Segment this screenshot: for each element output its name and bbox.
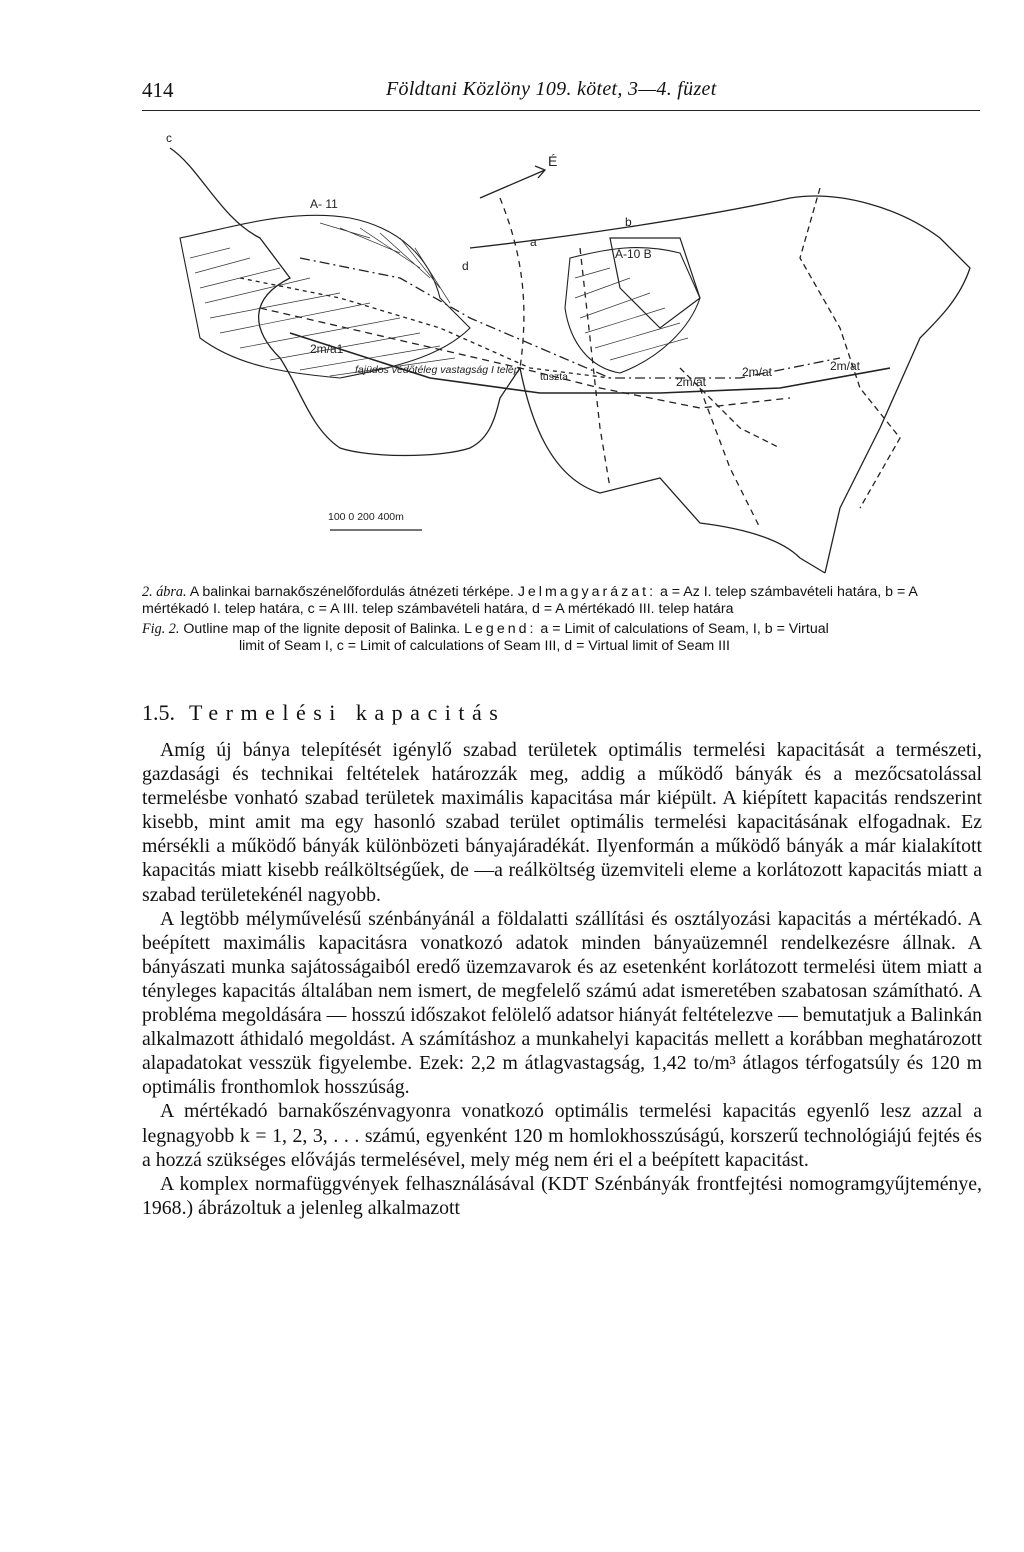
- figure-caption-hu: [142, 584, 982, 617]
- figure-caption-en: [142, 621, 982, 654]
- map-label-a10b: A-10 B: [615, 247, 652, 261]
- page-number: 414: [142, 78, 174, 102]
- caption-en-text1: Outline map of the lignite deposit of Balinka.: [179, 621, 465, 637]
- caption-hu-legend: Jelmagyarázat:: [517, 584, 657, 600]
- boundary-2m: [290, 333, 890, 393]
- map-label-2m-at-a: 2m/at: [676, 375, 707, 389]
- balinka-outline-map: [140, 128, 990, 588]
- paragraph-4: A komplex normafüggvények felhasználásával (KDT Szénbányák frontfejtési nomogramgyűjteménye, 1968.) ábrázoltuk a jelenleg alkalmazott: [142, 1172, 982, 1219]
- caption-hu-lead: 2. ábra.: [142, 584, 187, 600]
- map-label-tuszta: tuszta: [540, 371, 569, 383]
- map-label-2m-a1: 2m/a1: [310, 342, 344, 356]
- paragraph-1: Amíg új bánya telepítését igénylő szabad területek optimális termelési kapacitását a természeti, gazdasági és technikai feltételek határozzák meg, addig a működő bányák és a mezőcsatolással termelésbe vonható szabad területek maximális kapacitása már kiépült. A kiépített kapacitás rendszerint kisebb, mint amit ma egy hasonló szabad terület optimális termelési kapacitásának elfogadnak. Ez mérsékli a működő bányák különbözeti bányajáradékát. Ilyenformán a működő bányák a már kialakított kapacitás miatt kisebb reálköltségűek, de —a reálköltség üzemviteli eleme a korlátozott kapacitás miatt a szabad területekénél nagyobb.: [142, 739, 982, 906]
- caption-en-text2: a = Limit of calculations of Seam, I, b = Virtual: [536, 621, 829, 637]
- journal-title: Földtani Közlöny 109. kötet, 3—4. füzet: [386, 78, 717, 100]
- east-boundary: [680, 188, 900, 508]
- map-label-a11: A- 11: [310, 197, 338, 211]
- map-figure: [140, 128, 990, 588]
- map-label-d: d: [462, 259, 469, 273]
- scale-bar-label: 100 0 200 400m: [328, 511, 404, 523]
- map-label-north: É: [548, 153, 558, 169]
- map-label-a: a: [530, 235, 537, 249]
- seam-i-limit-a: [170, 148, 825, 573]
- seam-i-virtual-b: [240, 278, 610, 378]
- section-title: Termelési kapacitás: [189, 700, 506, 725]
- caption-en-lead: Fig. 2.: [142, 621, 180, 637]
- page-header: [142, 74, 980, 110]
- mined-area-east: [565, 248, 700, 373]
- caption-en-legend: Legend:: [464, 621, 537, 637]
- caption-hu-text1: A balinkai barnakőszénelőfordulás átnézeti térképe.: [186, 584, 518, 600]
- map-label-protect: fajüdos védőtéleg vastagság I telep: [355, 364, 520, 376]
- north-arrow: [480, 166, 545, 198]
- seam-i-limit-a-east: [470, 196, 970, 573]
- section-number: 1.5.: [142, 700, 175, 725]
- caption-hu-text2: a = Az I. telep számbavételi határa, b = A mértékadó I. telep határa, c = A III. telep számbavételi határa, d = A mértékadó III. telep határa: [142, 584, 918, 617]
- section-heading: [142, 700, 505, 726]
- header-rule: [142, 110, 980, 111]
- caption-en-line2: limit of Seam I, c = Limit of calculations of Seam III, d = Virtual limit of Seam III: [239, 637, 730, 654]
- map-label-2m-at-c: 2m/at: [830, 359, 861, 373]
- paragraph-2: A legtöbb mélyművelésű szénbányánál a földalatti szállítási és osztályozási kapacitás a mértékadó. A beépített maximális kapacitásra vonatkozó adatok minden bányaüzemnél rendelkezésre állnak. A bányászati munka sajátosságaiból eredő üzemzavarok és az esetenként korlátozott termelési ütem miatt a tényleges kapacitás általában nem ismert, de megfelelő számú adat ismeretében szabatosan számítható. A probléma megoldására — hosszú időszakot felölelő adatsor hiányát feltételezve — bemutatjuk a Balinkán alkalmazott áthidaló megoldást. A számításhoz a munkahelyi kapacitás mellett a korábban meghatározott alapadatokat vesszük figyelembe. Ezek: 2,2 m átlagvastagság, 1,42 to/m³ átlagos térfogatsúly és 120 m optimális fronthomlok hosszúság.: [142, 907, 982, 1099]
- body-text: [142, 738, 982, 1220]
- map-label-2m-at-b: 2m/at: [742, 365, 773, 379]
- map-label-b: b: [625, 215, 632, 229]
- paragraph-3: A mértékadó barnakőszénvagyonra vonatkozó optimális termelési kapacitás egyenlő lesz azzal a legnagyobb k = 1, 2, 3, . . . számú, egyenként 120 m homlokhosszúságú, korszerű technológiájú fejtés és a hozzá szükséges elővájás termelésével, mely még nem éri el a beépített kapacitást.: [142, 1100, 982, 1171]
- seam-iii-virtual-d: [300, 258, 840, 378]
- seam-iii-limit-c: [260, 308, 790, 408]
- map-label-c: c: [166, 131, 172, 145]
